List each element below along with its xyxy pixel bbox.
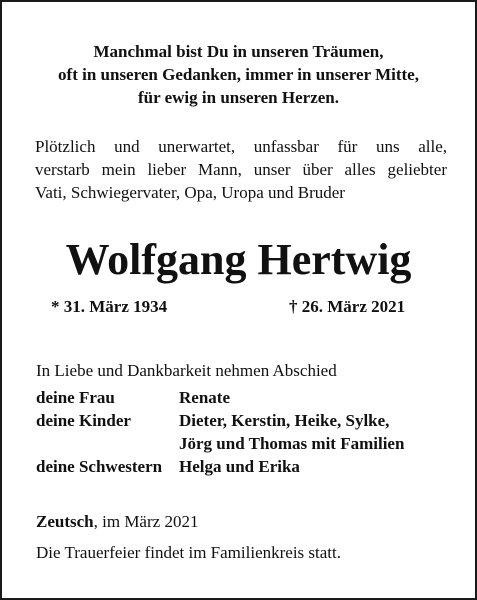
place-date: , im März 2021 <box>93 512 199 531</box>
mourner-relation: deine Kinder <box>36 411 131 430</box>
death-announcement <box>35 135 447 204</box>
mourner-names: Jörg und Thomas mit Familien <box>179 434 405 453</box>
place-and-date <box>36 511 198 533</box>
mourner-names: Helga und Erika <box>179 457 300 476</box>
mourner-names: Renate <box>179 388 230 407</box>
announcement-line: Plötzlich und unerwartet, unfassbar für uns alle, <box>35 137 447 156</box>
deceased-name: Wolfgang Hertwig <box>65 235 412 284</box>
announcement-line: verstarb mein lieber Mann, unser über alles geliebter <box>35 160 447 179</box>
death-date: † 26. März 2021 <box>289 297 406 316</box>
mourner-relation: deine Frau <box>36 388 115 407</box>
ceremony-note: Die Trauerfeier findet im Familienkreis statt. <box>36 543 341 562</box>
announcement-line: Vati, Schwiegervater, Opa, Uropa und Bruder <box>35 183 345 202</box>
mourner-names: Dieter, Kerstin, Heike, Sylke, <box>179 411 390 430</box>
memorial-verse-line: Manchmal bist Du in unseren Träumen, <box>93 42 384 61</box>
farewell-line: In Liebe und Dankbarkeit nehmen Abschied <box>36 361 337 380</box>
memorial-verse <box>2 40 475 109</box>
memorial-verse-line: für ewig in unseren Herzen. <box>138 88 339 107</box>
birth-date: * 31. März 1934 <box>51 297 168 316</box>
mourner-relation: deine Schwestern <box>36 457 163 476</box>
place-town: Zeutsch <box>36 512 94 531</box>
memorial-verse-line: oft in unseren Gedanken, immer in unserer Mitte, <box>58 65 419 84</box>
